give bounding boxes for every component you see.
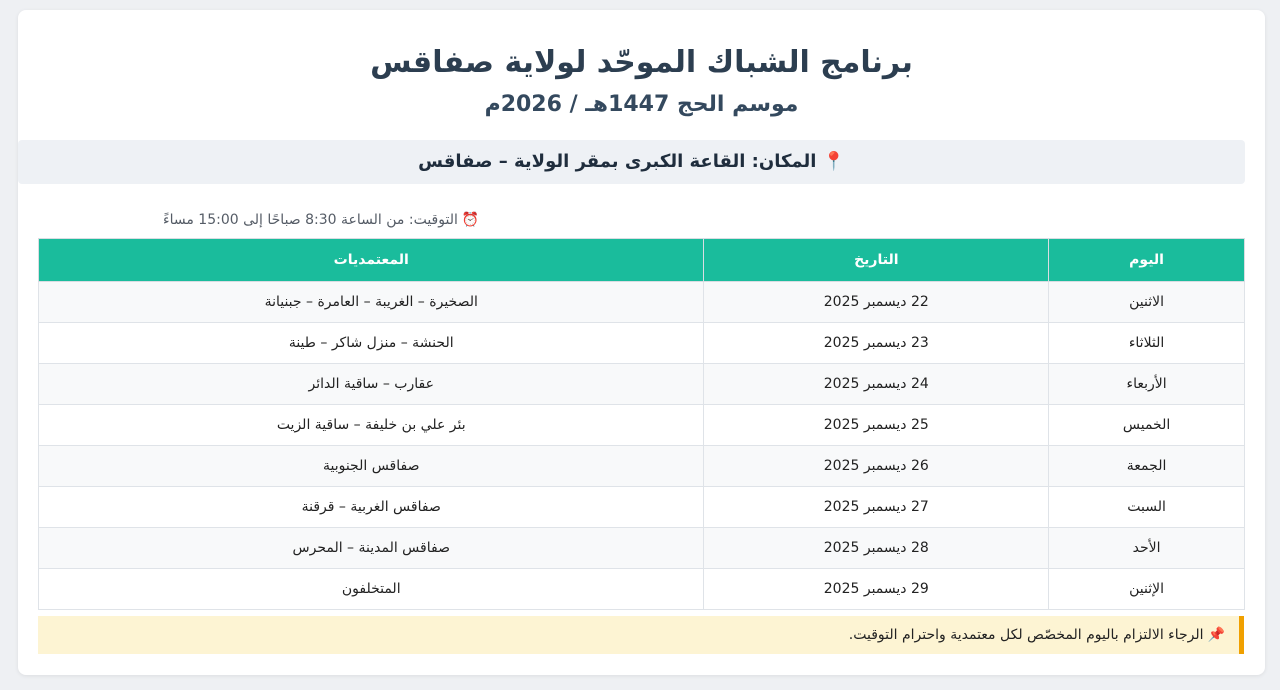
- header-date: التاريخ: [704, 239, 1049, 282]
- page-subtitle: موسم الحج 1447هـ / 2026م: [484, 92, 799, 117]
- table-row: [39, 569, 1245, 610]
- table-row: [39, 323, 1245, 364]
- pushpin-icon: 📌: [1207, 627, 1225, 643]
- table-row: [39, 446, 1245, 487]
- cell-delegations: صفاقس الجنوبية: [39, 446, 704, 487]
- timing-info: [163, 210, 479, 230]
- cell-day: الجمعة: [1049, 446, 1245, 487]
- table-row: [39, 282, 1245, 323]
- schedule-table: [38, 238, 1245, 610]
- table-row: [39, 405, 1245, 446]
- cell-day: السبت: [1049, 487, 1245, 528]
- cell-delegations: الصخيرة – الغريبة – العامرة – جبنيانة: [39, 282, 704, 323]
- alarm-clock-icon: ⏰: [461, 212, 480, 228]
- header-delegations: المعتمديات: [39, 239, 704, 282]
- cell-day: الإثنين: [1049, 569, 1245, 610]
- cell-date: 26 ديسمبر 2025: [704, 446, 1049, 487]
- header-day: اليوم: [1049, 239, 1245, 282]
- pin-icon: 📍: [822, 151, 845, 172]
- timing-text: التوقيت: من الساعة 8:30 صباحًا إلى 15:00 مساءً: [163, 212, 458, 228]
- cell-day: الأحد: [1049, 528, 1245, 569]
- cell-day: الأربعاء: [1049, 364, 1245, 405]
- cell-delegations: صفاقس الغربية – قرقنة: [39, 487, 704, 528]
- page-title: برنامج الشباك الموحّد لولاية صفاقس: [370, 45, 913, 80]
- notice-text: الرجاء الالتزام باليوم المخصّص لكل معتمدية واحترام التوقيت.: [848, 627, 1204, 643]
- cell-date: 28 ديسمبر 2025: [704, 528, 1049, 569]
- cell-date: 29 ديسمبر 2025: [704, 569, 1049, 610]
- schedule-card: [18, 10, 1265, 675]
- cell-delegations: المتخلفون: [39, 569, 704, 610]
- cell-delegations: صفاقس المدينة – المحرس: [39, 528, 704, 569]
- cell-date: 25 ديسمبر 2025: [704, 405, 1049, 446]
- cell-day: الاثنين: [1049, 282, 1245, 323]
- table-row: [39, 487, 1245, 528]
- notice-banner: [38, 616, 1244, 654]
- cell-date: 27 ديسمبر 2025: [704, 487, 1049, 528]
- location-text: المكان: القاعة الكبرى بمقر الولاية – صفاقس: [418, 151, 817, 172]
- table-row: [39, 364, 1245, 405]
- table-row: [39, 528, 1245, 569]
- location-banner: [18, 140, 1245, 184]
- cell-delegations: عقارب – ساقية الدائر: [39, 364, 704, 405]
- cell-date: 23 ديسمبر 2025: [704, 323, 1049, 364]
- cell-day: الخميس: [1049, 405, 1245, 446]
- cell-day: الثلاثاء: [1049, 323, 1245, 364]
- table-header-row: [39, 239, 1245, 282]
- cell-date: 22 ديسمبر 2025: [704, 282, 1049, 323]
- cell-delegations: الحنشة – منزل شاكر – طينة: [39, 323, 704, 364]
- cell-date: 24 ديسمبر 2025: [704, 364, 1049, 405]
- cell-delegations: بئر علي بن خليفة – ساقية الزيت: [39, 405, 704, 446]
